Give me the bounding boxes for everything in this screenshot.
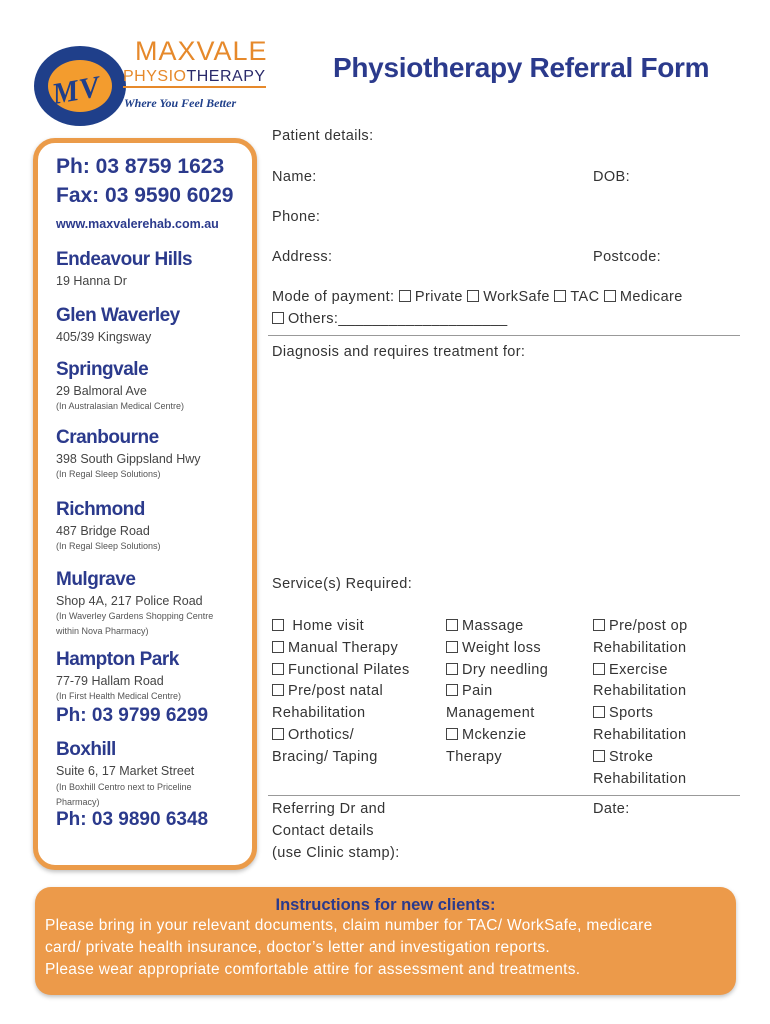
payment-mode-label: Mode of payment: [272,289,395,305]
service-home-visit-checkbox[interactable]: Home visit [272,616,410,638]
location-note: (In Australasian Medical Centre) [56,401,185,411]
website-link[interactable]: www.maxvalerehab.com.au [56,217,219,231]
location-hampton-park: Hampton Park [56,649,179,670]
payment-tac-checkbox[interactable]: TAC [554,289,599,305]
location-boxhill: Boxhill [56,739,116,760]
checkbox-icon [399,290,411,302]
referring-dr-label: (use Clinic stamp): [272,845,400,861]
contact-sidebar [33,138,257,870]
location-address: Shop 4A, 217 Police Road [56,594,203,608]
instructions-line: card/ private health insurance, doctor’s letter and investigation reports. [45,939,550,956]
location-springvale: Springvale [56,359,149,380]
instructions-title: Instructions for new clients: [275,896,496,914]
checkbox-icon [272,641,284,653]
service-manual-therapy-checkbox[interactable]: Manual Therapy [272,638,410,660]
service-label-continued: Rehabilitation [593,770,687,787]
logo-maxvale-text: MAXVALE [135,36,268,66]
location-address: 405/39 Kingsway [56,330,152,344]
payment-mode-row [272,289,683,305]
location-note: Pharmacy) [56,797,100,807]
checkbox-icon [272,312,284,324]
logo-mv-text: MV [49,70,104,111]
service-label-continued: Bracing/ Taping [272,748,378,765]
service-massage-checkbox[interactable]: Massage [446,616,548,638]
service-sports-checkbox[interactable]: Sports [593,703,688,725]
checkbox-icon [272,663,284,675]
services-heading: Service(s) Required: [272,576,413,592]
instructions-line: Please wear appropriate comfortable attire for assessment and treatments. [45,961,581,978]
checkbox-icon [593,663,605,675]
location-richmond: Richmond [56,499,145,520]
name-field[interactable]: Name: [272,169,317,185]
location-address: 19 Hanna Dr [56,274,127,288]
instructions-panel [35,887,736,995]
boxhill-phone: Ph: 03 9890 6348 [56,809,209,830]
location-address: 29 Balmoral Ave [56,384,147,398]
services-column-3 [593,616,688,790]
checkbox-icon [446,619,458,631]
divider [268,335,740,336]
service-pain-checkbox[interactable]: Pain [446,681,548,703]
location-note: within Nova Pharmacy) [56,626,149,636]
location-glen-waverley: Glen Waverley [56,305,180,326]
checkbox-icon [272,684,284,696]
logo-physiotherapy-text: PHYSIOTHERAPY [123,68,266,88]
payment-others-checkbox[interactable]: Others:____________________ [272,311,508,327]
logo-tagline: Where You Feel Better [124,96,237,110]
date-field[interactable]: Date: [593,801,630,817]
location-note: (In First Health Medical Centre) [56,691,182,701]
postcode-field[interactable]: Postcode: [593,249,662,265]
service-pre-post-op-checkbox[interactable]: Pre/post op [593,616,688,638]
checkbox-icon [272,619,284,631]
service-functional-pilates-checkbox[interactable]: Functional Pilates [272,660,410,682]
service-label-continued: Management [446,705,535,722]
diagnosis-field[interactable]: Diagnosis and requires treatment for: [272,344,526,360]
service-orthotics-checkbox[interactable]: Orthotics/ [272,725,410,747]
checkbox-icon [554,290,566,302]
form-title: Physiotherapy Referral Form [333,52,710,83]
location-mulgrave: Mulgrave [56,569,136,590]
services-column-1 [272,616,410,769]
dob-field[interactable]: DOB: [593,169,631,185]
main-fax: Fax: 03 9590 6029 [56,184,234,207]
checkbox-icon [593,706,605,718]
service-pre-post-natal-checkbox[interactable]: Pre/post natal [272,681,410,703]
checkbox-icon [467,290,479,302]
service-label-continued: Rehabilitation [272,705,366,722]
services-column-2 [446,616,548,769]
service-weight-loss-checkbox[interactable]: Weight loss [446,638,548,660]
checkbox-icon [593,750,605,762]
service-label-continued: Rehabilitation [593,683,687,700]
checkbox-icon [446,684,458,696]
checkbox-icon [446,728,458,740]
location-endeavour-hills: Endeavour Hills [56,249,193,270]
location-address: Suite 6, 17 Market Street [56,764,195,778]
divider [268,795,740,796]
payment-medicare-checkbox[interactable]: Medicare [604,289,683,305]
phone-field[interactable]: Phone: [272,209,321,225]
instructions-line: Please bring in your relevant documents, claim number for TAC/ WorkSafe, medicare [45,917,653,934]
checkbox-icon [593,619,605,631]
service-dry-needling-checkbox[interactable]: Dry needling [446,660,548,682]
location-note: (In Regal Sleep Solutions) [56,469,161,479]
address-field[interactable]: Address: [272,249,333,265]
service-exercise-checkbox[interactable]: Exercise [593,660,688,682]
referring-dr-label[interactable]: Referring Dr and [272,801,386,817]
main-phone: Ph: 03 8759 1623 [56,155,225,178]
service-mckenzie-checkbox[interactable]: Mckenzie [446,725,548,747]
referring-dr-label: Contact details [272,823,374,839]
payment-worksafe-checkbox[interactable]: WorkSafe [467,289,550,305]
service-stroke-checkbox[interactable]: Stroke [593,747,688,769]
maxvale-logo [28,36,273,132]
checkbox-icon [446,663,458,675]
checkbox-icon [446,641,458,653]
service-label-continued: Rehabilitation [593,639,687,656]
service-label-continued: Therapy [446,748,502,765]
hampton-park-phone: Ph: 03 9799 6299 [56,705,209,726]
checkbox-icon [272,728,284,740]
location-cranbourne: Cranbourne [56,427,159,448]
location-note: (In Boxhill Centro next to Priceline [56,782,192,792]
service-label-continued: Rehabilitation [593,726,687,743]
patient-details-heading: Patient details: [272,128,374,144]
location-note: (In Waverley Gardens Shopping Centre [56,611,214,621]
location-address: 487 Bridge Road [56,524,150,538]
checkbox-icon [604,290,616,302]
location-address: 398 South Gippsland Hwy [56,452,201,466]
payment-private-checkbox[interactable]: Private [399,289,463,305]
location-note: (In Regal Sleep Solutions) [56,541,161,551]
location-address: 77-79 Hallam Road [56,674,164,688]
